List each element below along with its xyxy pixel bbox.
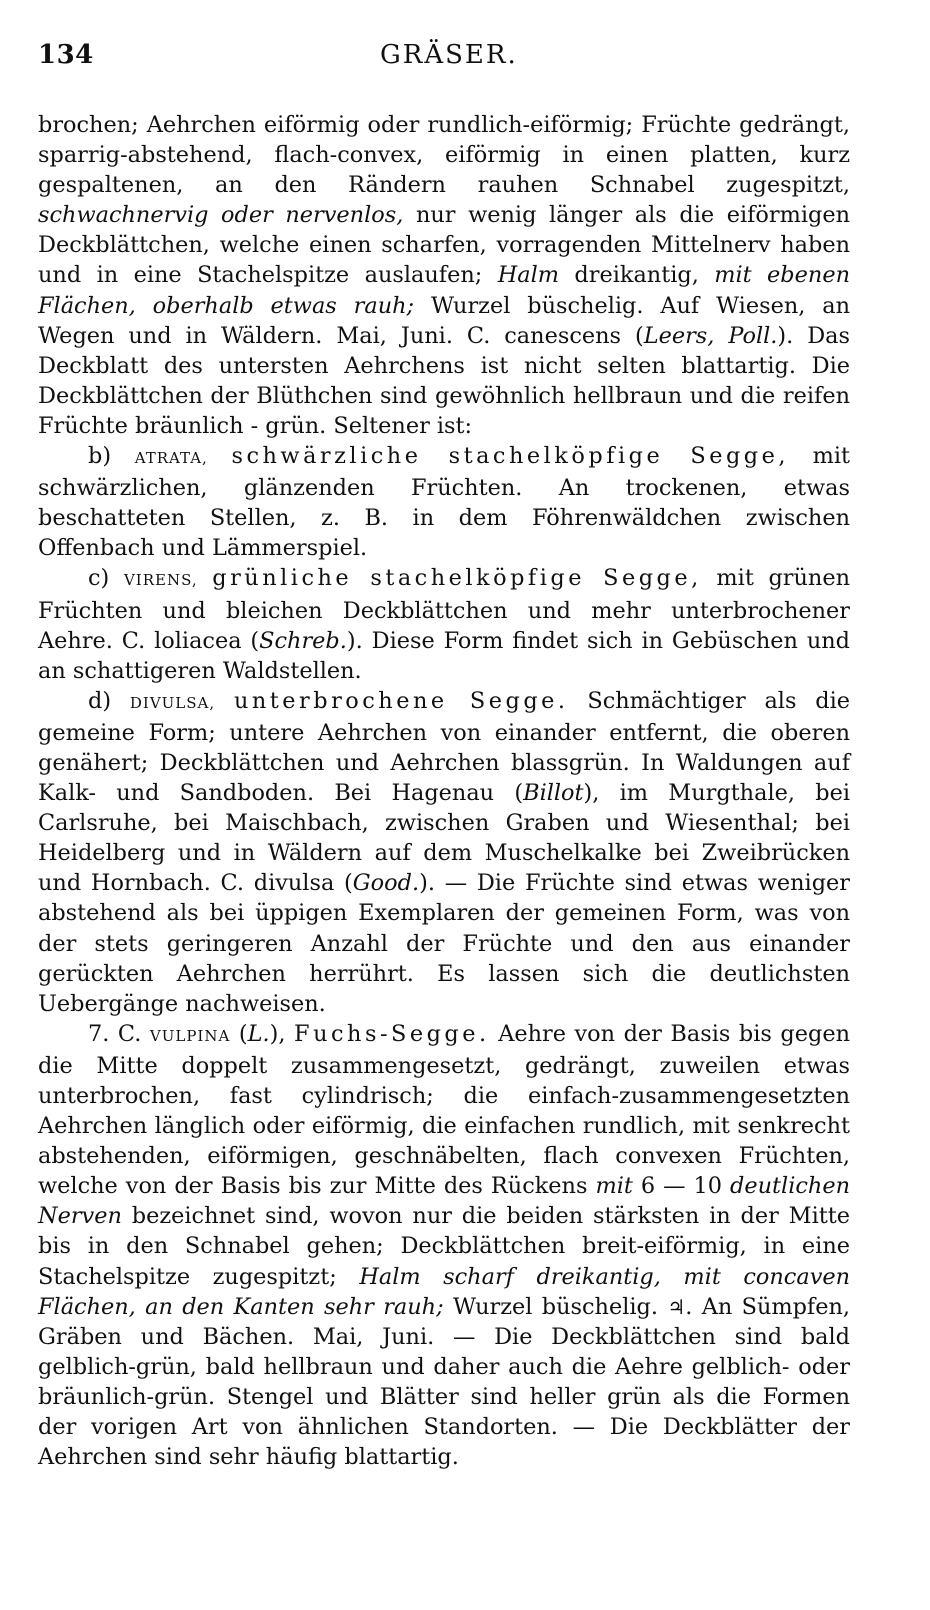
author-citation: Good.: [352, 870, 420, 897]
paragraph-variety-divulsa: [38, 686, 850, 1019]
perennial-symbol-icon: ♃: [667, 1294, 686, 1319]
running-title: GRÄSER.: [380, 40, 518, 70]
text-run: Schmächtiger als die gemeine Form; untere Aehrchen von einander entfernt, die oberen genähert; Deckblättchen und Aehrchen blassgrün. In Waldungen auf Kalk- und Sandboden. Bei Hagenau (: [38, 687, 850, 807]
variety-name: DIVULSA,: [129, 693, 216, 712]
common-name: schwärzliche stachelköpfige Segge,: [231, 443, 789, 470]
paragraph-carex-canescens-continued: [38, 110, 850, 441]
variety-name: ATRATA,: [134, 449, 208, 468]
text-run: ). Diese Form findet sich in Gebüschen und an schattigeren Waldstellen.: [38, 627, 850, 684]
species-number: 7. C.: [88, 1020, 142, 1047]
common-name: grünliche stachelköpfige Segge,: [212, 565, 702, 592]
text-run: bezeichnet sind, wovon nur die beiden stärksten in der Mitte bis in den Schnabel gehen; Deckblättchen breit-eiförmig, in eine Stachelspitze zugespitzt;: [38, 1203, 850, 1290]
text-run: (: [238, 1020, 248, 1047]
variety-label: c): [88, 565, 110, 592]
text-run: 6 — 10: [640, 1173, 723, 1200]
text-run: ),: [269, 1020, 286, 1047]
author-citation: Billot: [523, 780, 584, 807]
text-run: brochen; Aehrchen eiförmig oder rundlich-eiförmig; Früchte gedrängt, sparrig-abstehend, flach-convex, eiförmig in einen platten, kurz gespaltenen, an den Rändern rauhen Schnabel zugespitzt,: [38, 112, 850, 199]
text-run: ), im Murgthale, bei Carlsruhe, bei Maischbach, zwischen Graben und Wiesenthal; bei Heidelberg und in Wäldern auf dem Muschelkalke bei Zweibrücken und Hornbach. C. divulsa (: [38, 780, 850, 897]
italic-run: deutlichen Nerven: [38, 1173, 851, 1230]
text-run: nur wenig länger als die eiförmigen Deckblättchen, welche einen scharfen, vorragenden Mittelnerv haben und in eine Stachelspitze auslaufen;: [38, 202, 850, 289]
text-run: mit schwärzlichen, glänzenden Früchten. An trockenen, etwas beschatteten Stellen, z. B. in dem Föhrenwäldchen zwischen Offenbach und Lämmerspiel.: [38, 443, 851, 562]
italic-run: Halm: [497, 262, 559, 289]
text-run: Wurzel büschelig.: [452, 1293, 658, 1320]
paragraph-carex-vulpina: [38, 1019, 850, 1472]
variety-label: b): [88, 443, 112, 470]
text-run: Aehre von der Basis bis gegen die Mitte doppelt zusammengesetzt, gedrängt, zuweilen etwas unterbrochen, fast cylindrisch; die einfach-zusammengesetzten Aehrchen länglich oder eiförmig, die einfachen rundlich, mit senkrecht abstehenden, eiförmigen, geschnäbelten, flach convexen Früchten, welche von der Basis bis zur Mitte des Rückens: [38, 1020, 851, 1200]
text-run: Wurzel büschelig. Auf Wiesen, an Wegen und in Wäldern. Mai, Juni. C. canescens (: [38, 292, 850, 349]
text-run: ). — Die Früchte sind etwas weniger abstehend als bei üppigen Exemplaren der gemeinen Form, was von der stets geringeren Anzahl der Früchte und den aus einander gerückten Aehrchen herrührt. Es lassen sich die deutlichsten Uebergänge nachweisen.: [38, 870, 850, 1017]
text-run: dreikantig,: [574, 262, 699, 289]
italic-run: mit: [595, 1173, 633, 1200]
book-page: [38, 40, 850, 1472]
author-citation: Leers, Poll.: [643, 322, 778, 349]
body-text: [38, 110, 850, 1472]
species-name: VULPINA: [149, 1026, 231, 1045]
author-citation: Schreb.: [259, 627, 347, 654]
page-number: 134: [38, 40, 94, 70]
common-name: Fuchs-Segge.: [294, 1020, 490, 1047]
variety-name: VIRENS,: [123, 571, 198, 590]
italic-run: schwachnervig oder nervenlos,: [38, 202, 404, 229]
text-run: mit grünen Früchten und bleichen Deckblättchen und mehr unterbrochener Aehre. C. loliacea (: [38, 565, 851, 654]
common-name: unterbrochene Segge.: [233, 687, 569, 714]
paragraph-variety-virens: [38, 563, 850, 685]
variety-label: d): [88, 687, 112, 714]
page-header: [38, 40, 850, 84]
author-citation: L.: [247, 1020, 270, 1047]
italic-run: mit ebenen Flächen, oberhalb etwas rauh;: [38, 262, 850, 319]
text-run: . An Sümpfen, Gräben und Bächen. Mai, Juni. — Die Deckblättchen sind bald gelblich-grün, bald hellbraun und daher auch die Aehre gelblich- oder bräunlich-grün. Stengel und Blätter sind heller grün als die Formen der vorigen Art von ähnlichen Standorten. — Die Deckblätter der Aehrchen sind sehr häufig blattartig.: [38, 1293, 851, 1471]
paragraph-variety-atrata: [38, 441, 850, 563]
text-run: ). Das Deckblatt des untersten Aehrchens ist nicht selten blattartig. Die Deckblättchen der Blüthchen sind gewöhnlich hellbraun und die reifen Früchte bräunlich - grün. Seltener ist:: [38, 322, 850, 439]
italic-run: Halm scharf dreikantig, mit concaven Flächen, an den Kanten sehr rauh;: [38, 1263, 851, 1320]
